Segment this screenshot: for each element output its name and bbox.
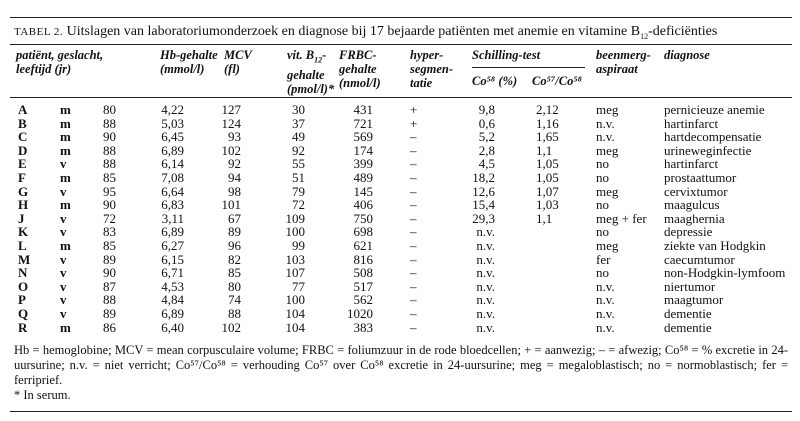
cell-vitb12: 49 bbox=[292, 129, 305, 145]
cell-diagnose: urineweginfectie bbox=[664, 142, 752, 158]
cell-beenmerg: n.v. bbox=[596, 129, 615, 145]
cell-hypersegmentatie: – bbox=[410, 319, 417, 335]
cell-co58: 29,3 bbox=[472, 210, 495, 226]
cell-frbc: 517 bbox=[353, 278, 373, 294]
cell-co58: n.v. bbox=[476, 265, 495, 281]
cell-frbc: 383 bbox=[353, 319, 373, 335]
cell-hypersegmentatie: – bbox=[410, 142, 417, 158]
cell-age: 88 bbox=[103, 142, 116, 158]
cell-age: 89 bbox=[103, 251, 116, 267]
cell-mcv: 74 bbox=[228, 292, 241, 308]
cell-hb: 3,11 bbox=[161, 210, 184, 226]
cell-beenmerg: no bbox=[596, 170, 609, 185]
cell-patient-id: M bbox=[18, 251, 31, 267]
cell-hypersegmentatie: – bbox=[410, 238, 417, 253]
cell-sex: m bbox=[60, 238, 71, 253]
cell-hypersegmentatie: – bbox=[410, 292, 417, 308]
cell-hb: 6,71 bbox=[161, 265, 184, 281]
cell-co58: 2,8 bbox=[478, 142, 495, 158]
table-title: TABEL 2. Uitslagen van laboratoriumonderzoek en diagnose bij 17 bejaarde patiënten met anemie en vitamine $B_{12}$-deficiënties bbox=[14, 24, 718, 41]
cell-co57-co58: 1,05 bbox=[536, 156, 559, 172]
cell-hb: 4,53 bbox=[161, 278, 184, 294]
cell-mcv: 98 bbox=[228, 183, 241, 199]
top-rule bbox=[10, 17, 792, 18]
cell-beenmerg: meg bbox=[596, 183, 619, 199]
cell-co57-co58: 1,03 bbox=[536, 197, 559, 213]
cell-patient-id: L bbox=[18, 238, 27, 253]
cell-beenmerg: n.v. bbox=[596, 115, 615, 131]
cell-hypersegmentatie: – bbox=[410, 224, 417, 240]
cell-vitb12: 104 bbox=[285, 306, 305, 321]
cell-age: 90 bbox=[103, 197, 116, 213]
cell-diagnose: maagtumor bbox=[664, 292, 724, 308]
header-rule bbox=[10, 97, 792, 98]
cell-hypersegmentatie: – bbox=[410, 251, 417, 267]
cell-age: 88 bbox=[103, 292, 116, 308]
cell-hb: 6,89 bbox=[161, 306, 184, 321]
cell-patient-id: R bbox=[18, 319, 28, 335]
cell-frbc: 750 bbox=[353, 210, 373, 226]
cell-age: 95 bbox=[103, 183, 116, 199]
cell-hypersegmentatie: – bbox=[410, 183, 417, 199]
cell-patient-id: F bbox=[18, 170, 26, 185]
header-hypersegmentatie: hyper- segmen- tatie bbox=[410, 48, 454, 90]
cell-co57-co58: 1,16 bbox=[536, 115, 559, 131]
cell-diagnose: dementie bbox=[664, 306, 712, 321]
cell-hb: 6,64 bbox=[161, 183, 184, 199]
cell-co58: 18,2 bbox=[472, 170, 495, 185]
cell-hb: 6,83 bbox=[161, 197, 184, 213]
cell-mcv: 102 bbox=[221, 319, 241, 335]
header-diagnose: diagnose bbox=[664, 48, 710, 62]
header-co58: Co⁵⁸ (%) bbox=[472, 74, 518, 88]
cell-sex: m bbox=[60, 319, 71, 335]
cell-patient-id: J bbox=[18, 210, 25, 226]
cell-diagnose: cervixtumor bbox=[664, 183, 728, 199]
cell-vitb12: 104 bbox=[285, 319, 305, 335]
cell-sex: v bbox=[60, 251, 67, 267]
cell-frbc: 1020 bbox=[347, 306, 373, 321]
cell-vitb12: 72 bbox=[292, 197, 305, 213]
cell-diagnose: maagulcus bbox=[664, 197, 720, 213]
cell-hypersegmentatie: – bbox=[410, 129, 417, 145]
cell-hb: 4,22 bbox=[161, 102, 184, 117]
cell-beenmerg: n.v. bbox=[596, 319, 615, 335]
cell-sex: m bbox=[60, 170, 71, 185]
cell-age: 88 bbox=[103, 156, 116, 172]
cell-beenmerg: no bbox=[596, 265, 609, 281]
cell-sex: m bbox=[60, 115, 71, 131]
cell-diagnose: prostaattumor bbox=[664, 170, 737, 185]
cell-diagnose: depressie bbox=[664, 224, 713, 240]
header-schilling: Schilling-test bbox=[472, 48, 541, 62]
cell-co58: n.v. bbox=[476, 251, 495, 267]
cell-patient-id: C bbox=[18, 129, 28, 145]
cell-vitb12: 109 bbox=[285, 210, 305, 226]
cell-hb: 6,45 bbox=[161, 129, 184, 145]
cell-mcv: 85 bbox=[228, 265, 241, 281]
cell-beenmerg: n.v. bbox=[596, 306, 615, 321]
cell-frbc: 721 bbox=[353, 115, 373, 131]
cell-sex: v bbox=[60, 306, 67, 321]
cell-sex: m bbox=[60, 197, 71, 213]
cell-frbc: 569 bbox=[353, 129, 373, 145]
cell-sex: m bbox=[60, 129, 71, 145]
cell-diagnose: hartinfarct bbox=[664, 115, 719, 131]
cell-mcv: 101 bbox=[221, 197, 241, 213]
cell-frbc: 621 bbox=[353, 238, 373, 253]
schilling-rule bbox=[472, 67, 585, 68]
cell-patient-id: E bbox=[18, 156, 27, 172]
cell-age: 90 bbox=[103, 265, 116, 281]
cell-hypersegmentatie: + bbox=[410, 102, 418, 117]
cell-hb: 6,40 bbox=[161, 319, 184, 335]
cell-beenmerg: n.v. bbox=[596, 278, 615, 294]
cell-hb: 7,08 bbox=[161, 170, 184, 185]
cell-frbc: 562 bbox=[353, 292, 373, 308]
cell-patient-id: K bbox=[18, 224, 29, 240]
cell-age: 90 bbox=[103, 129, 116, 145]
cell-beenmerg: meg bbox=[596, 238, 619, 253]
cell-beenmerg: meg bbox=[596, 102, 619, 117]
cell-patient-id: A bbox=[18, 102, 28, 117]
cell-frbc: 816 bbox=[353, 251, 373, 267]
cell-mcv: 82 bbox=[228, 251, 241, 267]
cell-mcv: 124 bbox=[221, 115, 241, 131]
cell-vitb12: 79 bbox=[292, 183, 305, 199]
cell-sex: v bbox=[60, 156, 67, 172]
cell-co58: 5,2 bbox=[478, 129, 495, 145]
cell-frbc: 145 bbox=[353, 183, 373, 199]
cell-hb: 4,84 bbox=[161, 292, 184, 308]
cell-mcv: 96 bbox=[228, 238, 241, 253]
cell-sex: m bbox=[60, 142, 71, 158]
cell-diagnose: hartinfarct bbox=[664, 156, 719, 172]
header-mcv: MCV (fl) bbox=[224, 48, 252, 76]
cell-vitb12: 77 bbox=[292, 278, 305, 294]
cell-vitb12: 55 bbox=[292, 156, 305, 172]
cell-hb: 6,14 bbox=[161, 156, 184, 172]
cell-mcv: 102 bbox=[221, 142, 241, 158]
cell-diagnose: pernicieuze anemie bbox=[664, 102, 765, 117]
cell-co57-co58: 1,07 bbox=[536, 183, 559, 199]
cell-diagnose: non-Hodgkin-lymfoom bbox=[664, 265, 786, 281]
cell-beenmerg: no bbox=[596, 156, 609, 172]
cell-age: 83 bbox=[103, 224, 116, 240]
bottom-rule bbox=[10, 411, 792, 412]
cell-age: 85 bbox=[103, 170, 116, 185]
header-hb: Hb-gehalte (mmol/l) bbox=[160, 48, 218, 76]
cell-beenmerg: meg bbox=[596, 142, 619, 158]
cell-frbc: 431 bbox=[353, 102, 373, 117]
cell-age: 88 bbox=[103, 115, 116, 131]
cell-hypersegmentatie: – bbox=[410, 265, 417, 281]
cell-vitb12: 100 bbox=[285, 292, 305, 308]
header-patient: patiënt, geslacht, leeftijd (jr) bbox=[16, 48, 104, 76]
cell-patient-id: P bbox=[18, 292, 26, 308]
cell-co58: n.v. bbox=[476, 238, 495, 253]
cell-co58: n.v. bbox=[476, 319, 495, 335]
cell-co57-co58: 1,05 bbox=[536, 170, 559, 185]
cell-diagnose: maaghernia bbox=[664, 210, 725, 226]
cell-patient-id: N bbox=[18, 265, 28, 281]
cell-hypersegmentatie: + bbox=[410, 115, 418, 131]
cell-vitb12: 51 bbox=[292, 170, 305, 185]
cell-vitb12: 103 bbox=[285, 251, 305, 267]
footnote bbox=[14, 343, 788, 403]
cell-sex: v bbox=[60, 278, 67, 294]
cell-vitb12: 37 bbox=[292, 115, 305, 131]
cell-sex: m bbox=[60, 102, 71, 117]
cell-frbc: 698 bbox=[353, 224, 373, 240]
cell-hypersegmentatie: – bbox=[410, 156, 417, 172]
cell-co58: 15,4 bbox=[472, 197, 495, 213]
cell-sex: v bbox=[60, 224, 67, 240]
cell-diagnose: caecumtumor bbox=[664, 251, 735, 267]
cell-mcv: 88 bbox=[228, 306, 241, 321]
cell-diagnose: hartdecompensatie bbox=[664, 129, 762, 145]
cell-hypersegmentatie: – bbox=[410, 306, 417, 321]
cell-hb: 6,89 bbox=[161, 142, 184, 158]
cell-mcv: 93 bbox=[228, 129, 241, 145]
cell-age: 85 bbox=[103, 238, 116, 253]
cell-co58: 4,5 bbox=[478, 156, 495, 172]
cell-hb: 6,89 bbox=[161, 224, 184, 240]
cell-frbc: 174 bbox=[353, 142, 373, 158]
asterisk-note: * In serum. bbox=[14, 388, 71, 402]
header-vitb12: vit. $B_{12}-$ gehalte (pmol/l)* bbox=[287, 48, 335, 96]
cell-age: 86 bbox=[103, 319, 116, 335]
cell-diagnose: niertumor bbox=[664, 278, 716, 294]
cell-sex: v bbox=[60, 183, 67, 199]
cell-mcv: 94 bbox=[228, 170, 241, 185]
cell-patient-id: Q bbox=[18, 306, 29, 321]
cell-co58: n.v. bbox=[476, 292, 495, 308]
cell-frbc: 489 bbox=[353, 170, 373, 185]
cell-hypersegmentatie: – bbox=[410, 278, 417, 294]
cell-hb: 5,03 bbox=[161, 115, 184, 131]
cell-diagnose: ziekte van Hodgkin bbox=[664, 238, 766, 253]
cell-sex: v bbox=[60, 265, 67, 281]
cell-mcv: 67 bbox=[228, 210, 241, 226]
cell-sex: v bbox=[60, 292, 67, 308]
cell-vitb12: 30 bbox=[292, 102, 305, 117]
cell-vitb12: 92 bbox=[292, 142, 305, 158]
header-frbc: FRBC- gehalte (nmol/l) bbox=[339, 48, 381, 90]
cell-vitb12: 100 bbox=[285, 224, 305, 240]
cell-vitb12: 99 bbox=[292, 238, 305, 253]
cell-mcv: 92 bbox=[228, 156, 241, 172]
abbreviations-note: Hb = hemoglobine; MCV = mean corpusculaire volume; FRBC = foliumzuur in de rode bloedcellen; + = aanwezig; – = afwezig; Co⁵⁸ = % excretie in 24-uursurine; n.v. = niet verricht; Co⁵⁷/Co⁵⁸ = verhouding Co⁵⁷ over Co⁵⁸ excretie in 24-uursurine; meg = megaloblastisch; no = normoblastisch; fer = ferriprief. bbox=[14, 343, 788, 387]
cell-frbc: 406 bbox=[353, 197, 373, 213]
cell-patient-id: D bbox=[18, 142, 28, 158]
cell-age: 87 bbox=[103, 278, 116, 294]
cell-vitb12: 107 bbox=[285, 265, 305, 281]
cell-hypersegmentatie: – bbox=[410, 197, 417, 213]
cell-co58: n.v. bbox=[476, 306, 495, 321]
cell-co58: 9,8 bbox=[478, 102, 495, 117]
cell-beenmerg: n.v. bbox=[596, 292, 615, 308]
cell-patient-id: B bbox=[18, 115, 27, 131]
cell-diagnose: dementie bbox=[664, 319, 712, 335]
cell-age: 80 bbox=[103, 102, 116, 117]
cell-hb: 6,15 bbox=[161, 251, 184, 267]
cell-mcv: 89 bbox=[228, 224, 241, 240]
header-beenmerg: beenmerg- aspiraat bbox=[596, 48, 651, 76]
cell-co58: n.v. bbox=[476, 224, 495, 240]
cell-beenmerg: no bbox=[596, 197, 609, 213]
cell-mcv: 80 bbox=[228, 278, 241, 294]
cell-co58: n.v. bbox=[476, 278, 495, 294]
header-co57-co58: Co⁵⁷/Co⁵⁸ bbox=[532, 74, 583, 88]
cell-age: 72 bbox=[103, 210, 116, 226]
cell-patient-id: G bbox=[18, 183, 29, 199]
cell-co58: 12,6 bbox=[472, 183, 495, 199]
cell-beenmerg: no bbox=[596, 224, 609, 240]
title-rule bbox=[10, 44, 792, 45]
cell-beenmerg: meg + fer bbox=[596, 210, 647, 226]
cell-patient-id: O bbox=[18, 278, 29, 294]
cell-hypersegmentatie: – bbox=[410, 210, 417, 226]
cell-co57-co58: 1,1 bbox=[536, 142, 553, 158]
cell-co57-co58: 1,1 bbox=[536, 210, 553, 226]
cell-hypersegmentatie: – bbox=[410, 170, 417, 185]
cell-co57-co58: 2,12 bbox=[536, 102, 559, 117]
cell-frbc: 508 bbox=[353, 265, 373, 281]
cell-co57-co58: 1,65 bbox=[536, 129, 559, 145]
cell-age: 89 bbox=[103, 306, 116, 321]
cell-co58: 0,6 bbox=[478, 115, 495, 131]
cell-sex: v bbox=[60, 210, 67, 226]
cell-beenmerg: fer bbox=[596, 251, 611, 267]
cell-frbc: 399 bbox=[353, 156, 373, 172]
cell-mcv: 127 bbox=[221, 102, 241, 117]
cell-hb: 6,27 bbox=[161, 238, 184, 253]
cell-patient-id: H bbox=[18, 197, 29, 213]
